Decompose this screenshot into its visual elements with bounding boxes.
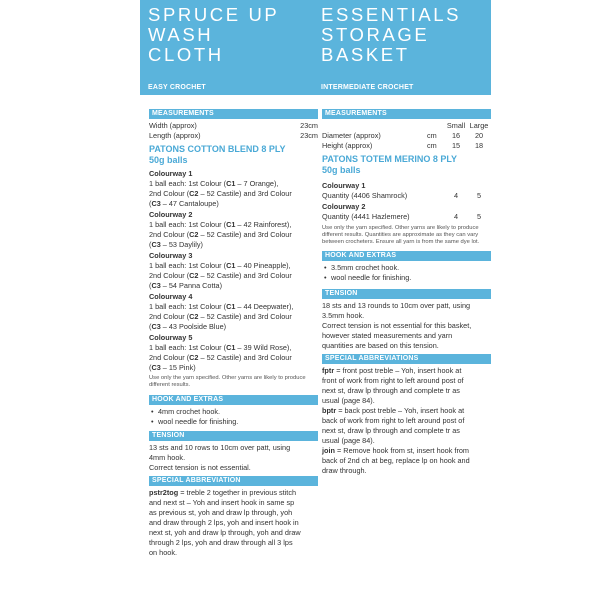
colourway-line xyxy=(149,261,318,271)
colourway-text: 2nd Colour ( xyxy=(149,353,190,362)
yarn-unit: 50g balls xyxy=(322,165,361,175)
colourway-text: – 39 Wild Rose), xyxy=(235,343,292,352)
colourway-block xyxy=(149,251,318,291)
colourway-block xyxy=(149,333,318,373)
colourway-title: Colourway 5 xyxy=(149,333,193,342)
colourway-text: – 52 Castile) and 3rd Colour xyxy=(198,189,292,198)
abbreviation-heading: SPECIAL ABBREVIATION xyxy=(149,476,318,486)
colourway-block xyxy=(149,210,318,250)
colourway-line xyxy=(149,312,318,322)
yarn-name: PATONS TOTEM MERINO 8 PLY xyxy=(322,154,458,164)
tension-line: 4mm hook. xyxy=(149,453,186,462)
yarn-unit: 50g balls xyxy=(149,155,188,165)
quantity-small: 4 xyxy=(453,212,459,221)
abbreviation-term: bptr xyxy=(322,406,337,415)
colourway-text: – 52 Castile) and 3rd Colour xyxy=(198,271,292,280)
colourway-text: – 47 Cantaloupe) xyxy=(160,199,219,208)
abbreviation-line: draw through. xyxy=(322,466,367,475)
colourway-quantity-row xyxy=(322,212,491,222)
measurement-large: 18 xyxy=(474,141,484,150)
colour-code: C3 xyxy=(151,322,161,331)
size-large-header: Large xyxy=(469,121,489,130)
measurements-heading: MEASUREMENTS xyxy=(149,109,318,119)
colourway-title: Colourway 4 xyxy=(149,292,193,301)
colourway-title: Colourway 2 xyxy=(149,210,193,219)
abbreviation-line: next st, draw lp through and complete tr as xyxy=(322,386,460,395)
measurement-row xyxy=(149,131,318,141)
colourway-text: – 42 Rainforest), xyxy=(235,220,292,229)
colourway-text: – 52 Castile) and 3rd Colour xyxy=(198,312,292,321)
title-line: BASKET xyxy=(321,44,410,65)
measurement-label: Length (approx) xyxy=(149,131,201,140)
measurement-small: 16 xyxy=(451,131,461,140)
colourway-line xyxy=(149,230,318,240)
yarn-note-line: Use only the yarn specified. Other yarns are likely to produce xyxy=(149,375,306,381)
quantity-large: 5 xyxy=(476,191,482,200)
colourway-text: – 15 Pink) xyxy=(160,363,196,372)
abbreviation-line: next st, yoh and draw lp through, yoh and draw xyxy=(149,528,301,537)
colour-code: C2 xyxy=(189,353,199,362)
abbreviation-entry xyxy=(322,366,491,406)
tension-heading: TENSION xyxy=(149,431,318,441)
abbreviation-line: usual (page 84). xyxy=(322,436,375,445)
colourway-text: 2nd Colour ( xyxy=(149,189,190,198)
yarn-note-line: different results. Quantities are approximate as they can vary xyxy=(322,232,479,238)
abbreviation-line: front of work from right to left around post of xyxy=(322,376,464,385)
storage-basket-header xyxy=(313,0,491,95)
abbreviation-text: = treble 2 together in previous stitch xyxy=(178,488,297,497)
measurement-value: 23cm xyxy=(300,131,318,140)
abbreviation-text: = Remove hook from st, insert hook from xyxy=(334,446,470,455)
colourway-line: (C3 – 53 Daylily) xyxy=(149,240,203,249)
colour-code: C1 xyxy=(226,261,236,270)
abbreviation-entry xyxy=(322,406,491,446)
colour-code: C3 xyxy=(151,363,161,372)
measurement-label: Height (approx) xyxy=(322,141,373,150)
colourway-text: 2nd Colour ( xyxy=(149,271,190,280)
colour-code: C2 xyxy=(189,230,199,239)
wash-cloth-column xyxy=(140,0,318,558)
tension-line: 13 sts and 10 rows to 10cm over patt, using xyxy=(149,443,291,452)
hook-item: • 4mm crochet hook. xyxy=(149,407,318,417)
tension-line: however stated measurements and yarn xyxy=(322,331,453,340)
storage-basket-body xyxy=(313,95,491,476)
colour-code: C1 xyxy=(226,302,236,311)
colourway-text: – 7 Orange), xyxy=(235,179,279,188)
wash-cloth-body xyxy=(140,95,318,558)
abbreviation-line: and next st – Yoh and insert hook in same sp xyxy=(149,498,295,507)
measurement-unit: cm xyxy=(427,141,437,150)
colourway-quantity-row xyxy=(322,191,491,201)
quantity-small: 4 xyxy=(453,191,459,200)
colourway-list xyxy=(149,169,318,373)
colourway-text: 2nd Colour ( xyxy=(149,312,190,321)
title-line: STORAGE xyxy=(321,24,430,45)
colourway-title: Colourway 1 xyxy=(322,181,366,190)
title-line: CLOTH xyxy=(148,44,224,65)
size-header-row xyxy=(322,121,491,131)
colourway-line: (C3 – 15 Pink) xyxy=(149,363,196,372)
hook-extras-heading: HOOK AND EXTRAS xyxy=(322,251,491,261)
hook-item: • wool needle for finishing. xyxy=(149,417,318,427)
abbreviation-term: fptr xyxy=(322,366,335,375)
colourway-text: – 54 Panna Cotta) xyxy=(160,281,223,290)
title-line: WASH xyxy=(148,24,214,45)
measurement-unit: cm xyxy=(427,131,437,140)
measurement-value: 23cm xyxy=(300,121,318,130)
abbreviation-line: as previous st, yoh and draw lp through, yoh xyxy=(149,508,293,517)
abbreviation-line: next st, draw lp through and complete tr as xyxy=(322,426,460,435)
colourway-text: 1 ball each: 1st Colour ( xyxy=(149,261,227,270)
yarn-note-line: between crocheters. Ensure all yarn is from the same dye lot. xyxy=(322,239,480,245)
measurement-row xyxy=(149,121,318,131)
abbreviation-text: = front post treble – Yoh, insert hook at xyxy=(334,366,462,375)
colour-code: C3 xyxy=(151,199,161,208)
colourway-text: 1 ball each: 1st Colour ( xyxy=(149,302,227,311)
colourway-text: – 52 Castile) and 3rd Colour xyxy=(198,353,292,362)
storage-basket-column xyxy=(313,0,491,476)
colourway-line xyxy=(149,189,318,199)
colourway-line: (C3 – 47 Cantaloupe) xyxy=(149,199,219,208)
abbreviation-term: pstr2tog xyxy=(149,488,179,497)
colourway-text: 1 ball each: 1st Colour ( xyxy=(149,343,227,352)
abbreviation-line: back of work from right to left around post of xyxy=(322,416,465,425)
abbreviation-line: back of 2nd ch at beg, replace lp on hook and xyxy=(322,456,470,465)
measurement-row xyxy=(322,131,491,141)
quantity-large: 5 xyxy=(476,212,482,221)
skill-level: EASY CROCHET xyxy=(148,84,206,91)
measurements-heading: MEASUREMENTS xyxy=(322,109,491,119)
colourway-text: 2nd Colour ( xyxy=(149,230,190,239)
tension-line: quantities are based on this tension. xyxy=(322,341,439,350)
abbreviation-text: = back post treble – Yoh, insert hook at xyxy=(336,406,465,415)
colourway-text: 1 ball each: 1st Colour ( xyxy=(149,179,227,188)
abbreviation-term: join xyxy=(322,446,335,455)
colour-code: C3 xyxy=(151,240,161,249)
colourway-text: – 44 Deepwater), xyxy=(235,302,294,311)
measurement-label: Diameter (approx) xyxy=(322,131,381,140)
skill-level: INTERMEDIATE CROCHET xyxy=(321,84,414,91)
abbreviation-line: on hook. xyxy=(149,548,177,557)
colourway-line: (C3 – 54 Panna Cotta) xyxy=(149,281,223,290)
colourway-text: – 53 Daylily) xyxy=(160,240,203,249)
colourway-title: Colourway 1 xyxy=(149,169,193,178)
hook-item: • 3.5mm crochet hook. xyxy=(322,263,491,273)
yarn-name: PATONS COTTON BLEND 8 PLY xyxy=(149,144,286,154)
colourway-line xyxy=(149,220,318,230)
colour-code: C1 xyxy=(226,343,236,352)
colourway-line xyxy=(149,343,318,353)
yarn-note-line: different results. xyxy=(149,382,191,388)
colour-code: C2 xyxy=(189,271,199,280)
abbreviation-line: and draw through 2 lps, yoh and insert hook in xyxy=(149,518,299,527)
colourway-line: (C3 – 43 Poolside Blue) xyxy=(149,322,227,331)
colour-code: C2 xyxy=(189,189,199,198)
tension-heading: TENSION xyxy=(322,289,491,299)
colourway-line xyxy=(149,271,318,281)
colourway-label: Quantity (4441 Hazlemere) xyxy=(322,212,410,221)
abbreviation-line: usual (page 84). xyxy=(322,396,375,405)
colourway-text: – 40 Pineapple), xyxy=(235,261,291,270)
abbreviation-entry xyxy=(322,446,491,476)
abbreviation-line: through 2 lps, yoh and draw through all 3 lps xyxy=(149,538,293,547)
colourway-block xyxy=(149,292,318,332)
tension-line: Correct tension is not essential for this basket, xyxy=(322,321,472,330)
yarn-note-line: Use only the yarn specified. Other yarns are likely to produce xyxy=(322,225,479,231)
tension-line: 3.5mm hook. xyxy=(322,311,365,320)
colourway-text: 1 ball each: 1st Colour ( xyxy=(149,220,227,229)
hook-item: • wool needle for finishing. xyxy=(322,273,491,283)
measurement-label: Width (approx) xyxy=(149,121,197,130)
colourway-block xyxy=(149,169,318,209)
measurement-row xyxy=(322,141,491,151)
colour-code: C3 xyxy=(151,281,161,290)
title-line: SPRUCE UP xyxy=(148,4,280,25)
wash-cloth-header xyxy=(140,0,318,95)
colourway-text: – 43 Poolside Blue) xyxy=(160,322,227,331)
title-line: ESSENTIALS xyxy=(321,4,462,25)
measurement-large: 20 xyxy=(474,131,484,140)
tension-line: Correct tension is not essential. xyxy=(149,463,251,472)
abbreviation-first-line xyxy=(149,488,318,498)
colourway-title: Colourway 2 xyxy=(322,202,366,211)
measurement-small: 15 xyxy=(451,141,461,150)
colourway-line xyxy=(149,302,318,312)
colour-code: C2 xyxy=(189,312,199,321)
colourway-title: Colourway 3 xyxy=(149,251,193,260)
abbreviations-heading: SPECIAL ABBREVIATIONS xyxy=(322,354,491,364)
hook-extras-heading: HOOK AND EXTRAS xyxy=(149,395,318,405)
colourway-label: Quantity (4406 Shamrock) xyxy=(322,191,408,200)
size-small-header: Small xyxy=(446,121,466,130)
colour-code: C1 xyxy=(226,220,236,229)
tension-line: 18 sts and 13 rounds to 10cm over patt, using xyxy=(322,301,471,310)
colourway-text: – 52 Castile) and 3rd Colour xyxy=(198,230,292,239)
colourway-line xyxy=(149,179,318,189)
colour-code: C1 xyxy=(226,179,236,188)
colourway-line xyxy=(149,353,318,363)
